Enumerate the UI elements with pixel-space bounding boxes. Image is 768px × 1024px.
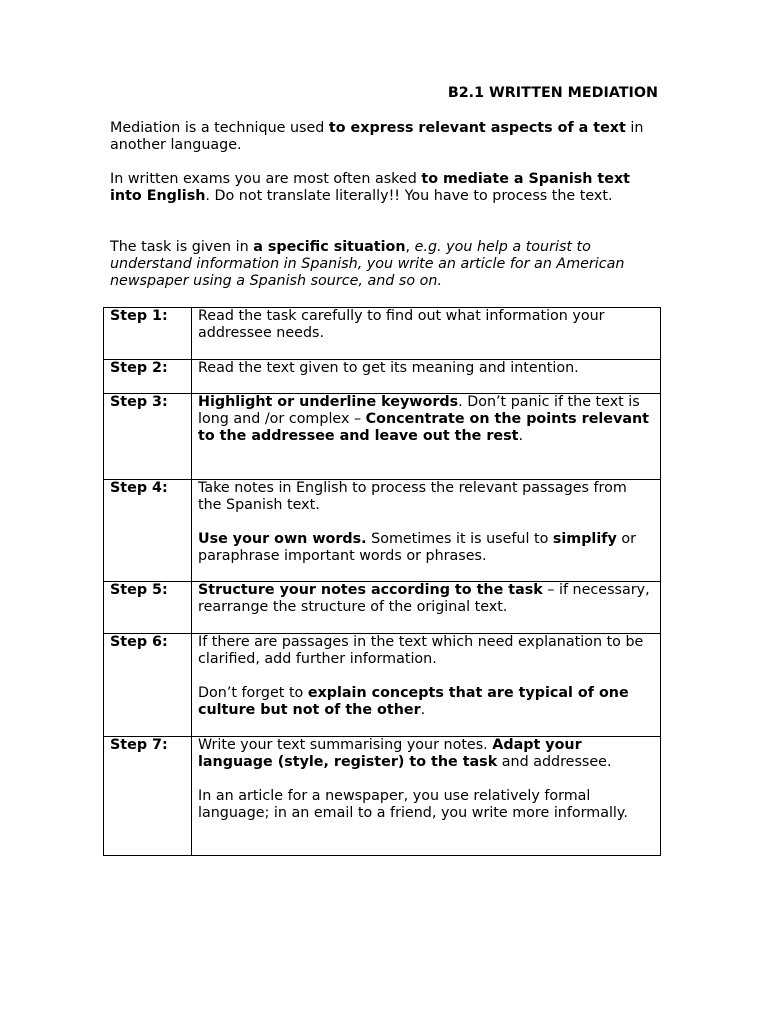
text-run: Don’t forget to	[198, 685, 308, 701]
intro-paragraph-1	[110, 120, 665, 154]
text-run: Take notes in English to process the relevant passages from the Spanish text.	[198, 480, 627, 513]
step-paragraph	[198, 394, 654, 445]
step-row	[104, 480, 661, 582]
step-paragraph	[198, 685, 654, 719]
text-run: . Don’t panic if the text is long and /or complex –	[198, 394, 640, 427]
steps-table-body	[104, 308, 661, 856]
text-run: In written exams you are most often asked	[110, 171, 422, 187]
step-content	[192, 480, 661, 582]
text-run: Mediation is a technique used	[110, 120, 329, 136]
bold-text: explain concepts that are typical of one culture but not of the other	[198, 685, 629, 718]
step-label: Step 5:	[104, 582, 192, 634]
step-row	[104, 737, 661, 856]
text-run: Read the task carefully to find out what information your addressee needs.	[198, 308, 605, 341]
text-run: Sometimes it is useful to	[366, 531, 553, 547]
step-content	[192, 394, 661, 480]
step-row	[104, 308, 661, 360]
step-row	[104, 394, 661, 480]
bold-text: simplify	[552, 531, 617, 547]
bold-text: Highlight or underline keywords	[198, 394, 459, 410]
step-paragraph	[198, 531, 654, 565]
step-label: Step 7:	[104, 737, 192, 856]
text-run: – if necessary, rearrange the structure of the original text.	[198, 582, 650, 615]
document-title: B2.1 WRITTEN MEDIATION	[447, 85, 658, 101]
step-label: Step 3:	[104, 394, 192, 480]
bold-text: to mediate a Spanish text into English	[110, 171, 631, 204]
step-row	[104, 634, 661, 737]
text-run: .	[420, 702, 426, 718]
bold-text: a specific situation	[253, 239, 406, 255]
steps-table	[103, 307, 661, 856]
step-label: Step 2:	[104, 360, 192, 394]
step-paragraph	[198, 788, 654, 822]
step-content	[192, 308, 661, 360]
step-content	[192, 737, 661, 856]
text-run: ,	[405, 239, 415, 255]
step-row	[104, 360, 661, 394]
step-label: Step 6:	[104, 634, 192, 737]
step-paragraph	[198, 737, 654, 771]
step-label: Step 4:	[104, 480, 192, 582]
text-run: .	[518, 428, 523, 444]
step-paragraph	[198, 634, 654, 668]
text-run: and addressee.	[497, 754, 612, 770]
bold-text: Use your own words.	[198, 531, 367, 547]
text-run: In an article for a newspaper, you use relatively formal language; in an email to a friend, you write more informally.	[198, 788, 628, 821]
step-paragraph	[198, 308, 654, 342]
text-run: in another language.	[110, 120, 644, 153]
intro-paragraph-3	[110, 239, 665, 290]
text-run: Read the text given to get its meaning and intention.	[198, 360, 579, 376]
step-content	[192, 634, 661, 737]
bold-text: Structure your notes according to the task	[198, 582, 543, 598]
step-content	[192, 582, 661, 634]
step-label: Step 1:	[104, 308, 192, 360]
intro-paragraph-2	[110, 171, 665, 205]
text-run: If there are passages in the text which need explanation to be clarified, add further information.	[198, 634, 644, 667]
bold-text: Concentrate on the points relevant to the addressee and leave out the rest	[198, 411, 649, 444]
step-paragraph	[198, 360, 654, 377]
text-run: The task is given in	[110, 239, 254, 255]
text-run: Write your text summarising your notes.	[198, 737, 493, 753]
step-content	[192, 360, 661, 394]
text-run: . Do not translate literally!! You have to process the text.	[205, 188, 613, 204]
text-run: or paraphrase important words or phrases.	[198, 531, 636, 564]
bold-text: Adapt your language (style, register) to the task	[198, 737, 582, 770]
italic-text: e.g. you help a tourist to understand information in Spanish, you write an article for an American newspaper using a Spanish source, and so on.	[110, 239, 625, 289]
step-paragraph	[198, 480, 654, 514]
bold-text: to express relevant aspects of a text	[328, 120, 626, 136]
step-row	[104, 582, 661, 634]
step-paragraph	[198, 582, 654, 616]
